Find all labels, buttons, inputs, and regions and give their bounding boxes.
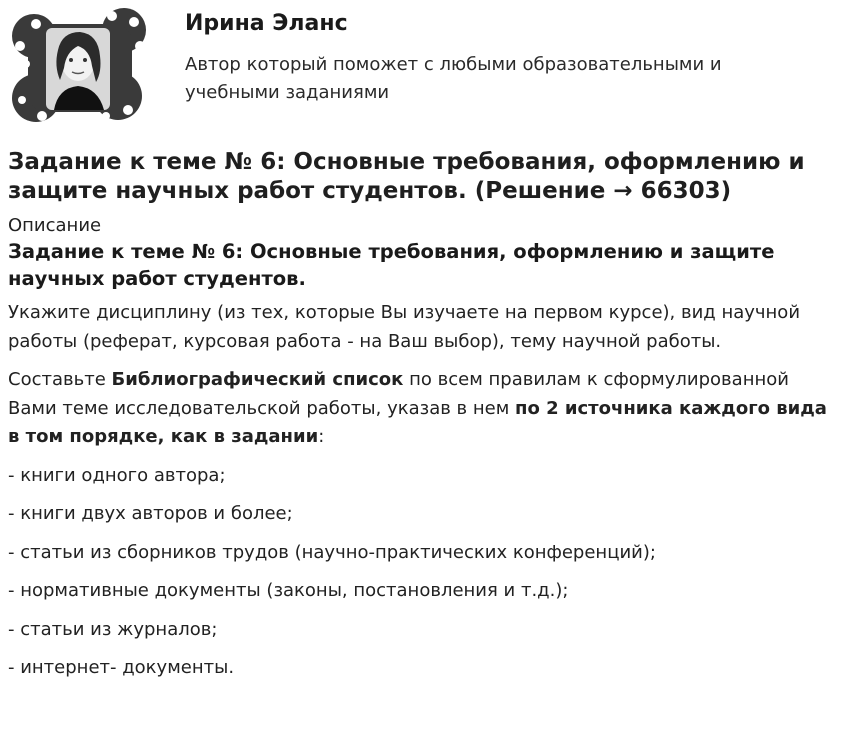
list-item: - нормативные документы (законы, постановления и т.д.); <box>8 580 569 601</box>
description-label: Описание <box>8 215 102 236</box>
author-header <box>0 0 847 130</box>
portrait-photo <box>46 28 110 110</box>
task-title: Задание к теме № 6: Основные требования, оформлению и защите научных работ студентов. (Решение → 66303) <box>8 149 805 204</box>
author-name: Ирина Эланс <box>185 11 348 36</box>
instruction-paragraph: Укажите дисциплину (из тех, которые Вы изучаете на первом курсе), вид научной работы (реферат, курсовая работа - на Ваш выбор), тему научной работы. <box>8 302 801 352</box>
paragraph-text: : <box>318 426 325 447</box>
task-content <box>8 148 838 683</box>
source-types-list <box>8 462 838 683</box>
paragraph-text: Составьте <box>8 369 112 390</box>
author-avatar <box>6 6 152 126</box>
paragraph-text: по всем правилам к сформулированной Вами теме исследовательской работы, указав в нем <box>8 369 789 419</box>
list-item: - книги одного автора; <box>8 464 226 486</box>
list-item: - интернет- документы. <box>8 657 235 678</box>
author-description: Автор который поможет с любыми образовательными и учебными заданиями <box>185 54 722 103</box>
bibliography-paragraph <box>8 366 838 452</box>
list-item: - книги двух авторов и более; <box>8 503 293 524</box>
paragraph-bold-text: Библиографический список <box>111 369 404 390</box>
paragraph-bold-text: по 2 источника каждого вида в том порядке, как в задании <box>8 397 827 447</box>
list-item: - статьи из сборников трудов (научно-практических конференций); <box>8 541 656 563</box>
task-bold-title: Задание к теме № 6: Основные требования, оформлению и защите научных работ студентов. <box>8 240 775 290</box>
list-item: - статьи из журналов; <box>8 618 218 640</box>
